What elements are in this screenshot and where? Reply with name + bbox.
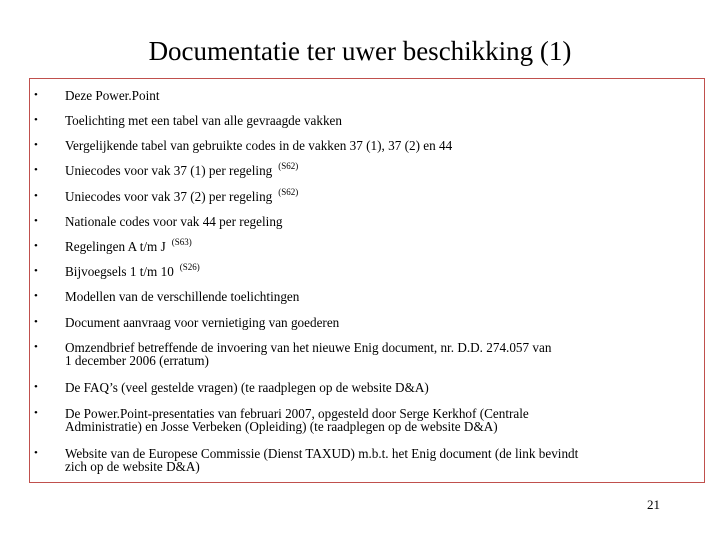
slide-title: Documentatie ter uwer beschikking (1) — [148, 36, 572, 66]
list-item-text: Toelichting met een tabel van alle gevraagde vakken — [65, 113, 342, 128]
footnote-ref: (S26) — [179, 262, 200, 272]
bullet-icon: • — [34, 407, 38, 419]
list-item-text: De FAQ’s (veel gestelde vragen) (te raadplegen op de website D&A) — [65, 380, 429, 395]
list-item-text — [65, 187, 695, 205]
list-item-text: Document aanvraag voor vernietiging van goederen — [65, 315, 340, 330]
bullet-icon: • — [34, 164, 38, 176]
page-number: 21 — [647, 497, 660, 512]
bullet-icon: • — [34, 215, 38, 227]
list-item-main-text: Regelingen A t/m J — [65, 239, 166, 254]
bullet-icon: • — [34, 190, 38, 202]
bullet-icon: • — [34, 265, 38, 277]
bullet-icon: • — [34, 139, 38, 151]
list-item-text: Vergelijkende tabel van gebruikte codes in de vakken 37 (1), 37 (2) en 44 — [65, 138, 453, 153]
list-item-text: Modellen van de verschillende toelichtingen — [65, 289, 300, 304]
footnote-ref: (S63) — [171, 237, 192, 247]
bullet-icon: • — [34, 316, 38, 328]
list-item-text: Nationale codes voor vak 44 per regeling — [65, 214, 283, 229]
bullet-icon: • — [34, 240, 38, 252]
list-item-main-text: Bijvoegsels 1 t/m 10 — [65, 264, 174, 279]
list-item-text: Website van de Europese Commissie (Dienst TAXUD) m.b.t. het Enig document (de link bevindt zich op de website D&A) — [65, 446, 579, 474]
footnote-ref: (S62) — [278, 161, 299, 171]
list-item-text: Omzendbrief betreffende de invoering van het nieuwe Enig document, nr. D.D. 274.057 van 1 december 2006 (erratum) — [65, 340, 552, 368]
bullet-icon: • — [34, 89, 38, 101]
bullet-icon: • — [34, 290, 38, 302]
list-item-main-text: Uniecodes voor vak 37 (1) per regeling — [65, 163, 273, 178]
bullet-icon: • — [34, 447, 38, 459]
list-item-text: Deze Power.Point — [65, 88, 160, 103]
footnote-ref: (S62) — [278, 187, 299, 197]
list-item-text — [65, 262, 695, 280]
list-item-text — [65, 237, 695, 255]
list-item-main-text: Uniecodes voor vak 37 (2) per regeling — [65, 189, 273, 204]
list-item-text — [65, 161, 695, 179]
list-item-text: De Power.Point-presentaties van februari 2007, opgesteld door Serge Kerkhof (Centrale Administratie) en Josse Verbeken (Opleiding) (te raadplegen op de website D&A) — [65, 406, 529, 434]
bullet-icon: • — [34, 381, 38, 393]
content-box — [29, 78, 705, 483]
bullet-icon: • — [34, 341, 38, 353]
bullet-icon: • — [34, 114, 38, 126]
